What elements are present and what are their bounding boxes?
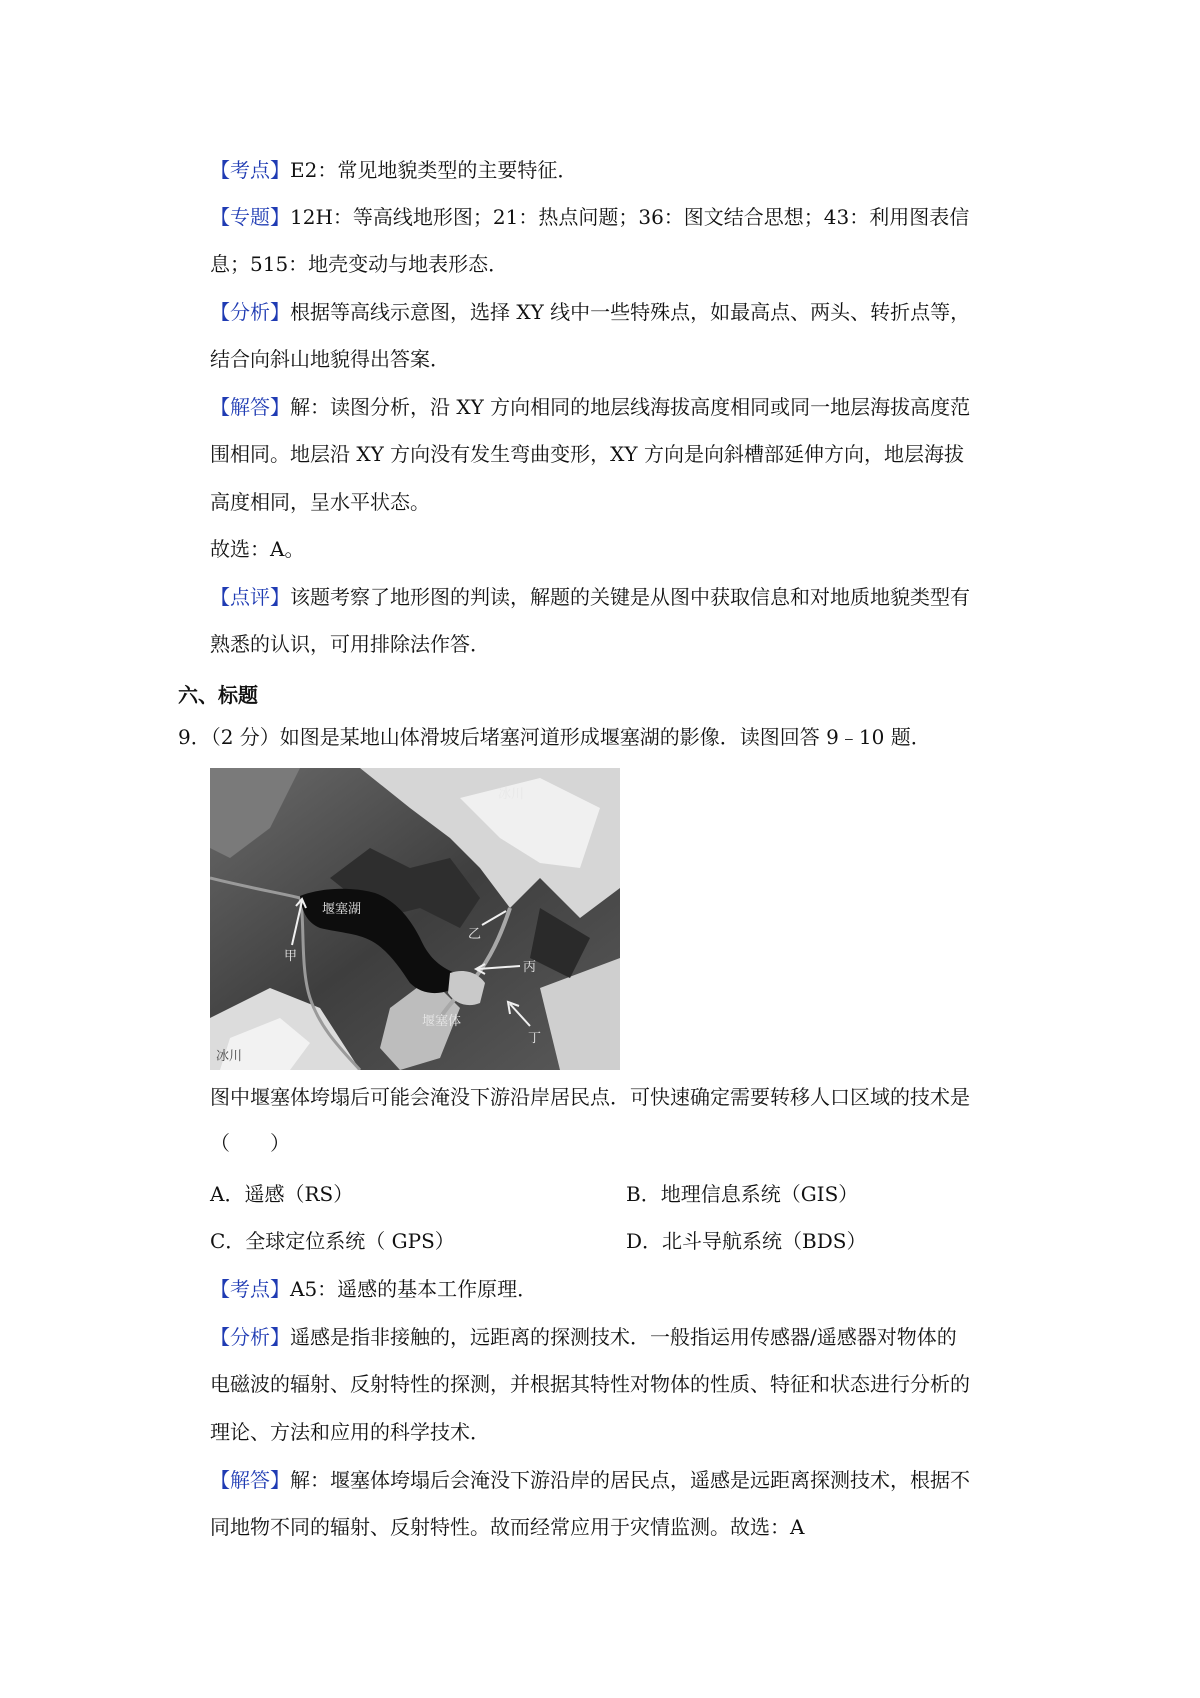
label-ding: 丁: [528, 1031, 542, 1046]
jieda-line-2: 围相同。地层沿 XY 方向没有发生弯曲变形，XY 方向是向斜槽部延伸方向，地层海拔: [210, 442, 964, 466]
fenxi-tag: 【分析】: [210, 300, 290, 324]
question-stem: 9．（2 分）如图是某地山体滑坡后堵塞河道形成堰塞湖的影像．读图回答 9﹣10 题．: [178, 725, 931, 749]
fenxi-text: 根据等高线示意图，选择 XY 线中一些特殊点，如最高点、两头、转折点等，: [290, 300, 971, 324]
option-a[interactable]: A．遥感（RS）: [210, 1182, 354, 1206]
kaodian2-tag: 【考点】: [210, 1277, 290, 1301]
label-glacier-bottom: 冰川: [216, 1049, 243, 1064]
option-d[interactable]: D．北斗导航系统（BDS）: [626, 1229, 867, 1253]
label-lake: 堰塞湖: [322, 902, 362, 917]
zhuanti-text: 12H：等高线地形图；21：热点问题；36：图文结合思想；43：利用图表信: [290, 205, 970, 229]
fenxi-line-2: 结合向斜山地貌得出答案．: [210, 347, 450, 371]
jieda-text: 解：读图分析，沿 XY 方向相同的地层线海拔高度相同或同一地层海拔高度范: [290, 395, 971, 419]
jieda2-tag: 【解答】: [210, 1468, 290, 1492]
label-dam: 堰塞体: [422, 1014, 462, 1029]
fenxi2-line: [210, 1322, 957, 1352]
label-bing: 丙: [523, 960, 537, 975]
kaodian2-line: [210, 1274, 537, 1304]
fenxi2-text: 遥感是指非接触的，远距离的探测技术．一般指运用传感器/遥感器对物体的: [290, 1325, 957, 1349]
dianping-line-2: 熟悉的认识，可用排除法作答．: [210, 632, 490, 656]
zhuanti-line: [210, 202, 969, 232]
zhuanti-tag: 【专题】: [210, 205, 290, 229]
jieda-line: [210, 392, 970, 422]
kaodian-text: E2：常见地貌类型的主要特征．: [290, 158, 578, 182]
answer-line: 故选：A。: [210, 537, 305, 561]
fenxi2-tag: 【分析】: [210, 1325, 290, 1349]
zhuanti-line-2: 息；515：地壳变动与地表形态．: [210, 252, 509, 276]
label-yi: 乙: [468, 927, 482, 942]
dianping-text: 该题考察了地形图的判读，解题的关键是从图中获取信息和对地质地貌类型有: [290, 585, 970, 609]
option-b[interactable]: B．地理信息系统（GIS）: [626, 1182, 859, 1206]
jieda2-line: [210, 1465, 970, 1495]
question-prompt: 图中堰塞体垮塌后可能会淹没下游沿岸居民点．可快速确定需要转移人口区域的技术是: [210, 1085, 970, 1109]
option-c[interactable]: C．全球定位系统（ GPS）: [210, 1229, 455, 1253]
jieda-tag: 【解答】: [210, 395, 290, 419]
fenxi2-line-3: 理论、方法和应用的科学技术．: [210, 1420, 490, 1444]
question-blank: （ ）: [210, 1131, 290, 1155]
jieda2-line-2: 同地物不同的辐射、反射特性。故而经常应用于灾情监测。故选：A: [210, 1515, 805, 1539]
fenxi2-line-2: 电磁波的辐射、反射特性的探测，并根据其特性对物体的性质、特征和状态进行分析的: [210, 1372, 970, 1396]
dianping-line: [210, 582, 970, 612]
satellite-image: [210, 768, 620, 1070]
label-jia: 甲: [284, 949, 298, 964]
jieda2-text: 解：堰塞体垮塌后会淹没下游沿岸的居民点，遥感是远距离探测技术，根据不: [290, 1468, 970, 1492]
kaodian-tag: 【考点】: [210, 158, 290, 182]
section-heading: 六、标题: [178, 683, 258, 707]
label-glacier-top: 冰川: [498, 787, 525, 802]
kaodian2-text: A5：遥感的基本工作原理．: [290, 1277, 538, 1301]
kaodian-line: [210, 155, 577, 185]
dianping-tag: 【点评】: [210, 585, 290, 609]
jieda-line-3: 高度相同，呈水平状态。: [210, 490, 430, 514]
fenxi-line: [210, 297, 970, 327]
